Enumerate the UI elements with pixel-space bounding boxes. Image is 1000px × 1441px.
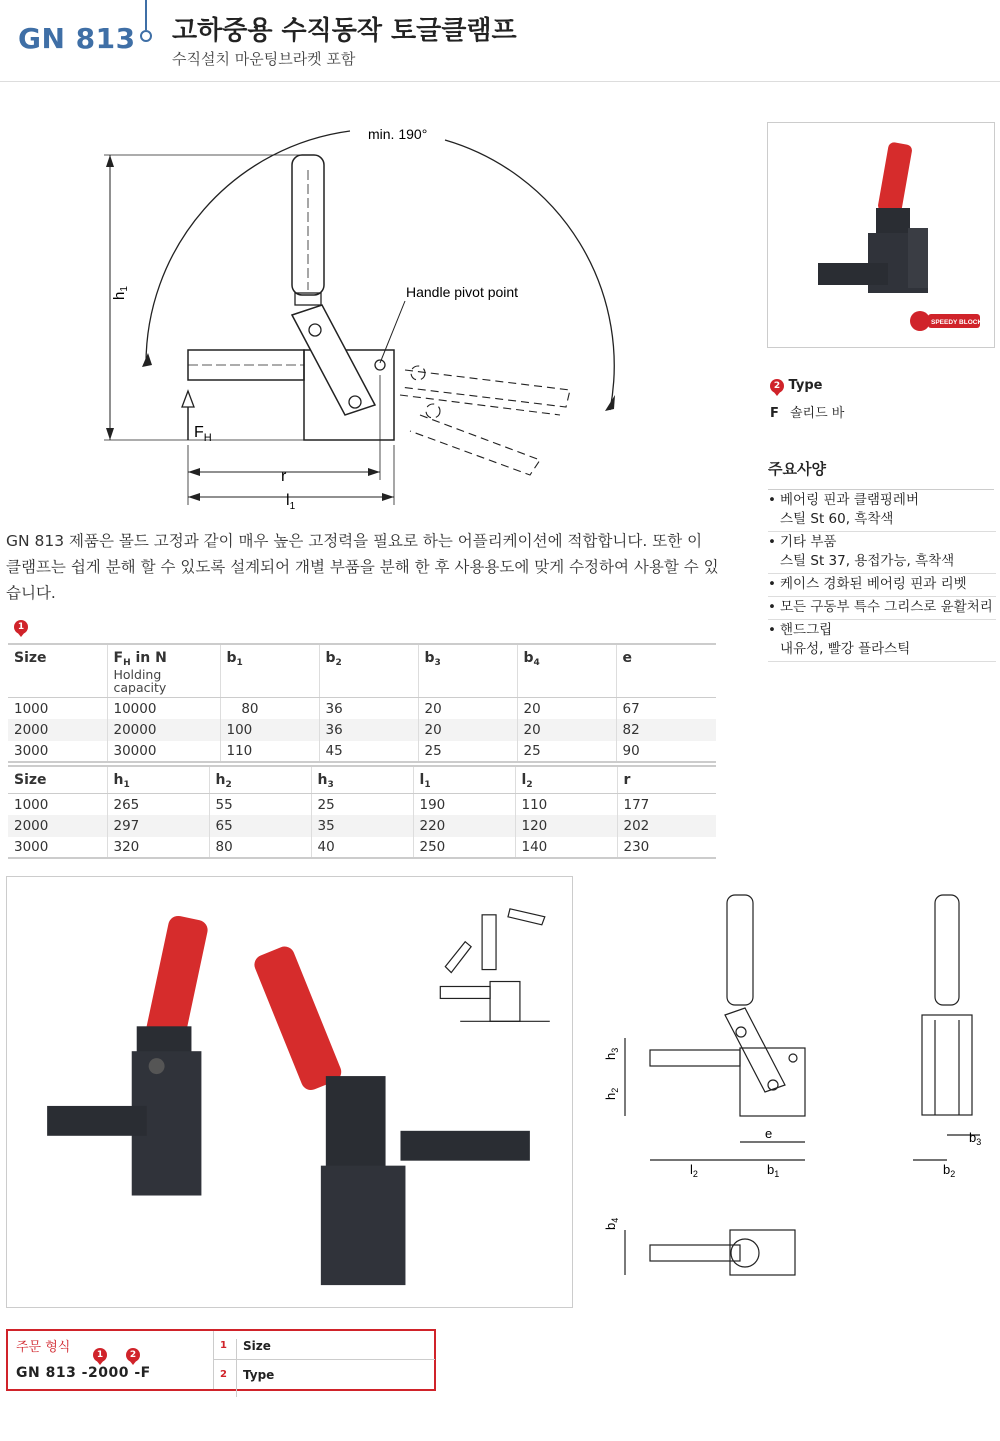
order-code: GN 813 -2000 -F bbox=[16, 1365, 151, 1381]
b1-label: $b_1$ bbox=[767, 1162, 780, 1179]
col-l2: $l_2$ bbox=[515, 766, 617, 794]
spec-heading: 주요사양 bbox=[768, 458, 994, 490]
product-description: GN 813 제품은 몰드 고정과 같이 매우 높은 고정력을 필요로 하는 어플리케이션에 적합합니다. 또한 이 클램프는 쉽게 분해 할 수 있도록 설계되어 개별 부품을 분해 한 후 사용용도에 맞게 수정하여 사용할 수 있습니다. bbox=[6, 532, 719, 602]
type-option: F 솔리드 바 bbox=[770, 406, 845, 421]
col-l1: $l_1$ bbox=[413, 766, 515, 794]
col-r: r bbox=[617, 766, 716, 794]
order-badge-1: 1 bbox=[93, 1348, 107, 1362]
table-row: 3000 30000 110 45 25 25 90 bbox=[8, 741, 716, 763]
col-h2: $h_2$ bbox=[209, 766, 311, 794]
header-divider-line bbox=[145, 0, 147, 30]
order-legend bbox=[213, 1331, 434, 1389]
table1-badge: 1 bbox=[14, 620, 28, 634]
list-item: • 베어링 핀과 클램핑레버 스틸 St 60, 흑착색 bbox=[768, 490, 996, 532]
col-e: e bbox=[616, 644, 716, 698]
h1-label: $h_1$ bbox=[111, 286, 130, 300]
order-example-box bbox=[6, 1329, 436, 1391]
order-legend-row: 1 Size bbox=[214, 1331, 435, 1360]
col-size: Size bbox=[8, 644, 107, 698]
col-b2: $b_2$ bbox=[319, 644, 418, 698]
order-badge-2: 2 bbox=[126, 1348, 140, 1362]
h3-label: $h_3$ bbox=[603, 1047, 620, 1060]
product-code: GN 813 bbox=[18, 22, 136, 55]
type-badge: 2 bbox=[770, 379, 784, 393]
table-row: 3000 320 80 40 250 140 230 bbox=[8, 837, 716, 859]
order-title: 주문 형식 bbox=[16, 1340, 71, 1355]
list-item: • 모든 구동부 특수 그리스로 윤활처리 bbox=[768, 597, 996, 620]
col-b4: $b_4$ bbox=[517, 644, 616, 698]
spec-table-1 bbox=[8, 643, 716, 763]
dimension-drawings bbox=[595, 880, 1000, 1300]
type-heading: 2 Type bbox=[770, 378, 822, 393]
col-size: Size bbox=[8, 766, 107, 794]
col-h3: $h_3$ bbox=[311, 766, 413, 794]
fh-label: $F_H$ bbox=[194, 424, 212, 444]
table-row: 2000 20000 100 36 20 20 82 bbox=[8, 719, 716, 741]
table-row: 1000 265 55 25 190 110 177 bbox=[8, 794, 716, 816]
b4-label: $b_4$ bbox=[603, 1217, 620, 1230]
col-b3: $b_3$ bbox=[418, 644, 517, 698]
l2-label: $l_2$ bbox=[690, 1162, 698, 1179]
pivot-label: Handle pivot point bbox=[406, 284, 519, 300]
e-label: e bbox=[765, 1126, 773, 1141]
page-subtitle: 수직설치 마운팅브라켓 포함 bbox=[172, 50, 356, 68]
spec-table-2 bbox=[8, 765, 716, 859]
product-photo-small bbox=[767, 122, 995, 348]
b3-label: $b_3$ bbox=[969, 1130, 982, 1147]
angle-label: min. 190° bbox=[368, 126, 428, 142]
spec-list bbox=[768, 490, 996, 662]
logo-text: SPEEDY BLOCK bbox=[931, 319, 983, 326]
page-header bbox=[0, 0, 1000, 82]
list-item: • 기타 부품 스틸 St 37, 용접가능, 흑착색 bbox=[768, 532, 996, 574]
h2-label: $h_2$ bbox=[603, 1087, 620, 1100]
list-item: • 케이스 경화된 베어링 핀과 리벳 bbox=[768, 574, 996, 597]
col-h1: $h_1$ bbox=[107, 766, 209, 794]
technical-drawing-main bbox=[100, 115, 640, 515]
page-title: 고하중용 수직동작 토글클램프 bbox=[172, 16, 517, 46]
table-row: 2000 297 65 35 220 120 202 bbox=[8, 815, 716, 837]
order-legend-row: 2 Type bbox=[214, 1360, 435, 1389]
b2-label: $b_2$ bbox=[943, 1162, 956, 1179]
list-item: • 핸드그립 내유성, 빨강 플라스틱 bbox=[768, 620, 996, 662]
col-b1: $b_1$ bbox=[220, 644, 319, 698]
r-label: r bbox=[281, 468, 287, 485]
product-photo-large bbox=[6, 876, 573, 1308]
col-fh: $F_H$ in N Holding capacity bbox=[107, 644, 220, 698]
l1-label: $l_1$ bbox=[286, 492, 296, 512]
table-row: 1000 10000 80 36 20 20 67 bbox=[8, 698, 716, 720]
header-divider-dot bbox=[140, 30, 152, 42]
